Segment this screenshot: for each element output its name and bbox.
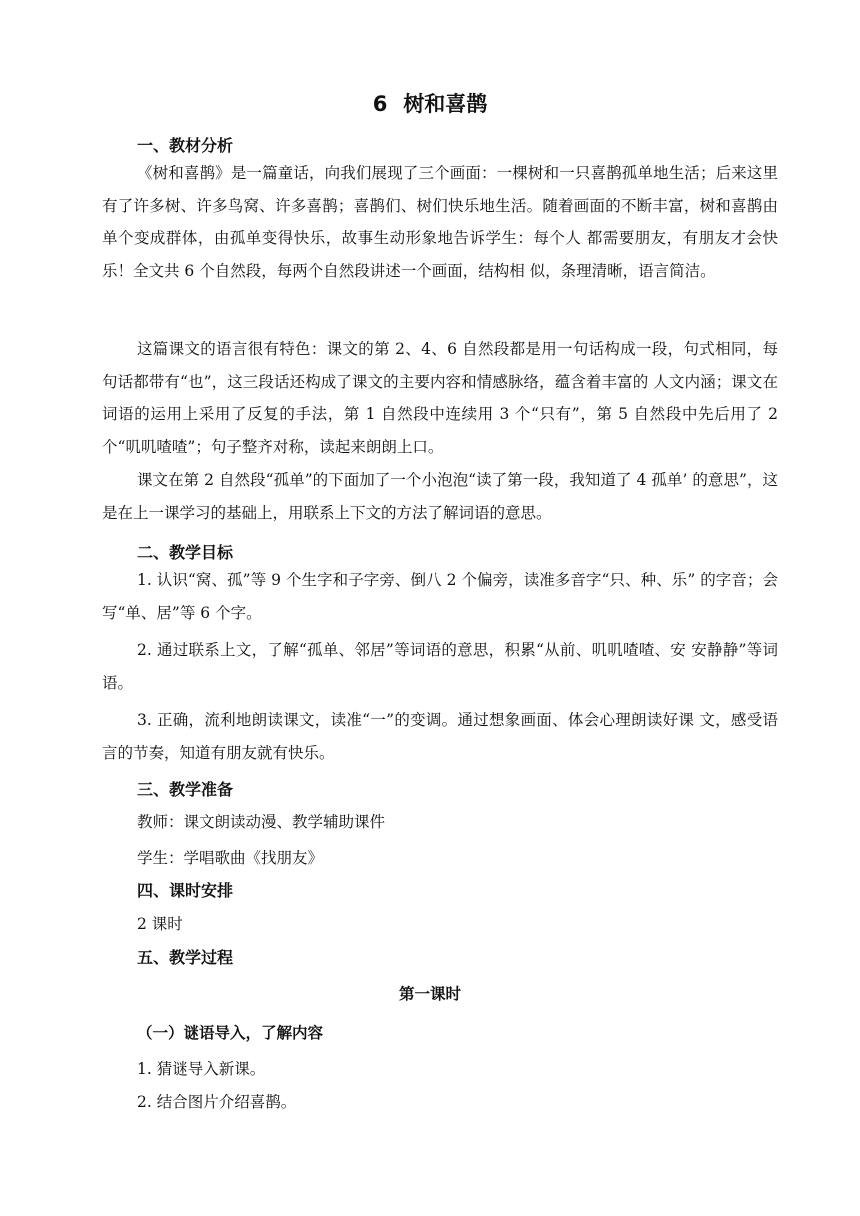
heading-textbook-analysis: 一、教材分析 (137, 136, 234, 155)
analysis-paragraph-2: 这篇课文的语言很有特色：课文的第 2、4、6 自然段都是用一句话构成一段，句式相同，每句话都带有“也”，这三段话还构成了课文的主要内容和情感脉络，蕴含着丰富的 人文内涵；课文在词语的运用上采用了反复的手法，第 1 自然段中连续用 3 个“只有”，第 5 自然段中先后用了 2 个“叽叽喳喳”；句子整齐对称，读起来朗朗上口。 (102, 340, 778, 456)
class-hours-value: 2 课时 (137, 915, 183, 933)
lesson-title-text: 树和喜鹊 (403, 92, 488, 116)
preparation-student: 学生：学唱歌曲《找朋友》 (137, 849, 324, 867)
analysis-paragraph-3: 课文在第 2 自然段“孤单”的下面加了一个小泡泡“读了第一段，我知道了 4 孤单’ 的意思”，这是在上一课学习的基础上，用联系上下文的方法了解词语的意思。 (102, 471, 778, 522)
document-title (0, 88, 860, 118)
process-step-1: 1. 猜谜导入新课。 (137, 1060, 266, 1078)
first-lesson-title: 第一课时 (398, 985, 461, 1003)
heading-class-hours: 四、课时安排 (137, 881, 234, 900)
goal-item-1: 1. 认识“窝、孤”等 9 个生字和子字旁、倒八 2 个偏旁，读准多音字“只、种、乐” 的字音；会写“单、居”等 6 个字。 (102, 571, 778, 622)
heading-teaching-process: 五、教学过程 (137, 948, 234, 967)
goal-item-3: 3. 正确，流利地朗读课文，读准“一”的变调。通过想象画面、体会心理朗读好课 文，感受语言的节奏，知道有朋友就有快乐。 (102, 711, 778, 762)
process-step-2: 2. 结合图片介绍喜鹊。 (137, 1093, 297, 1111)
heading-teaching-goals: 二、教学目标 (137, 543, 234, 562)
subheading-riddle-intro: （一）谜语导入，了解内容 (137, 1024, 324, 1042)
lesson-number: 6 (372, 92, 388, 116)
goal-item-2: 2. 通过联系上文，了解“孤单、邻居”等词语的意思，积累“从前、叽叽喳喳、安 安静静”等词语。 (102, 641, 778, 692)
analysis-paragraph-1: 《树和喜鹊》是一篇童话，向我们展现了三个画面：一棵树和一只喜鹊孤单地生活；后来这里有了许多树、许多鸟窝、许多喜鹊；喜鹊们、树们快乐地生活。随着画面的不断丰富，树和喜鹊由单个变成群体，由孤单变得快乐，故事生动形象地告诉学生：每个人 都需要朋友，有朋友才会快乐！全文共 6 个自然段，每两个自然段讲述一个画面，结构相 似，条理清晰，语言简洁。 (102, 164, 778, 280)
heading-teaching-preparation: 三、教学准备 (137, 780, 234, 799)
preparation-teacher: 教师：课文朗读动漫、教学辅助课件 (137, 813, 386, 831)
